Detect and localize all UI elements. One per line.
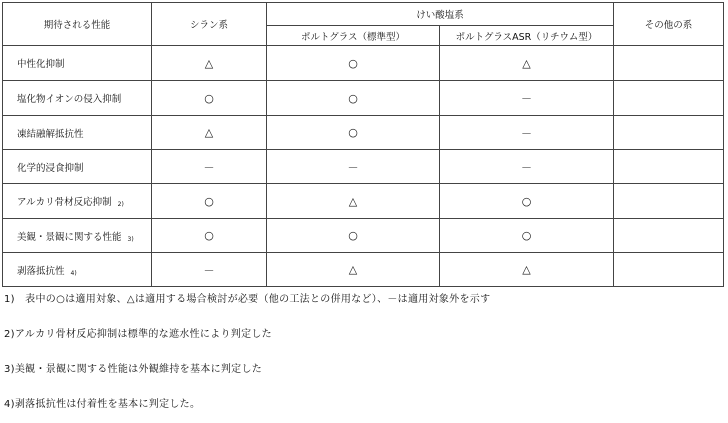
- header-silicate: けい酸塩系: [267, 3, 614, 26]
- header-silicate-asr: ポルトグラスASR（リチウム型）: [440, 26, 614, 46]
- cell-silane: ○: [152, 81, 267, 116]
- cell-standard: △: [267, 184, 440, 219]
- footnote-1: 1) 表中の○は適用対象、△は適用する場合検討が必要（他の工法との併用など）、－は適用対象外を示す: [4, 294, 491, 305]
- table-row: [3, 81, 724, 116]
- footnote-3: 3)美観・景観に関する性能は外観維持を基本に判定した: [4, 364, 263, 375]
- footnote-4: 4)剥落抵抗性は付着性を基本に判定した。: [4, 399, 201, 410]
- table-row: [3, 46, 724, 81]
- cell-asr: △: [440, 46, 614, 81]
- table-row: [3, 116, 724, 150]
- table-row: [3, 150, 724, 184]
- cell-other: [614, 116, 724, 150]
- cell-asr: －: [440, 81, 614, 116]
- cell-standard: △: [267, 253, 440, 287]
- cell-other: [614, 46, 724, 81]
- footnote-ref: 3): [127, 235, 134, 243]
- cell-asr: ○: [440, 184, 614, 219]
- cell-other: [614, 81, 724, 116]
- table-row: [3, 219, 724, 253]
- header-silicate-standard: ポルトグラス（標準型）: [267, 26, 440, 46]
- footnotes: [4, 294, 724, 423]
- header-performance: 期待される性能: [3, 3, 152, 46]
- row-label-cell: [3, 116, 152, 150]
- cell-standard: ○: [267, 116, 440, 150]
- cell-silane: －: [152, 253, 267, 287]
- row-label-cell: [3, 46, 152, 81]
- row-label: アルカリ骨材反応抑制: [17, 197, 112, 208]
- row-label: 中性化抑制: [17, 59, 65, 70]
- footnote-ref: 2): [117, 201, 124, 208]
- footnote-ref: 4): [70, 269, 77, 277]
- cell-asr: －: [440, 116, 614, 150]
- row-label-cell: [3, 184, 152, 219]
- cell-asr: △: [440, 253, 614, 287]
- table-row: [3, 184, 724, 219]
- cell-other: [614, 219, 724, 253]
- cell-silane: －: [152, 150, 267, 184]
- cell-other: [614, 184, 724, 219]
- footnote-2: 2)アルカリ骨材反応抑制は標準的な遮水性により判定した: [4, 329, 272, 340]
- cell-standard: ○: [267, 219, 440, 253]
- cell-other: [614, 253, 724, 287]
- cell-silane: △: [152, 116, 267, 150]
- cell-silane: ○: [152, 184, 267, 219]
- row-label: 化学的浸食抑制: [17, 162, 84, 174]
- cell-standard: －: [267, 150, 440, 184]
- row-label: 美観・景観に関する性能: [17, 231, 122, 243]
- row-label: 凍結融解抵抗性: [17, 128, 84, 140]
- row-label-cell: [3, 81, 152, 116]
- table-row: [3, 253, 724, 287]
- row-label: 剥落抵抗性: [17, 265, 65, 277]
- cell-silane: ○: [152, 219, 267, 253]
- row-label: 塩化物イオンの侵入抑制: [17, 94, 122, 105]
- row-label-cell: [3, 219, 152, 253]
- cell-silane: △: [152, 46, 267, 81]
- performance-table: [2, 2, 724, 287]
- cell-standard: ○: [267, 81, 440, 116]
- cell-asr: ○: [440, 219, 614, 253]
- row-label-cell: [3, 150, 152, 184]
- header-silane: シラン系: [152, 3, 267, 46]
- cell-other: [614, 150, 724, 184]
- header-other: その他の系: [614, 3, 724, 46]
- cell-asr: －: [440, 150, 614, 184]
- cell-standard: ○: [267, 46, 440, 81]
- row-label-cell: [3, 253, 152, 287]
